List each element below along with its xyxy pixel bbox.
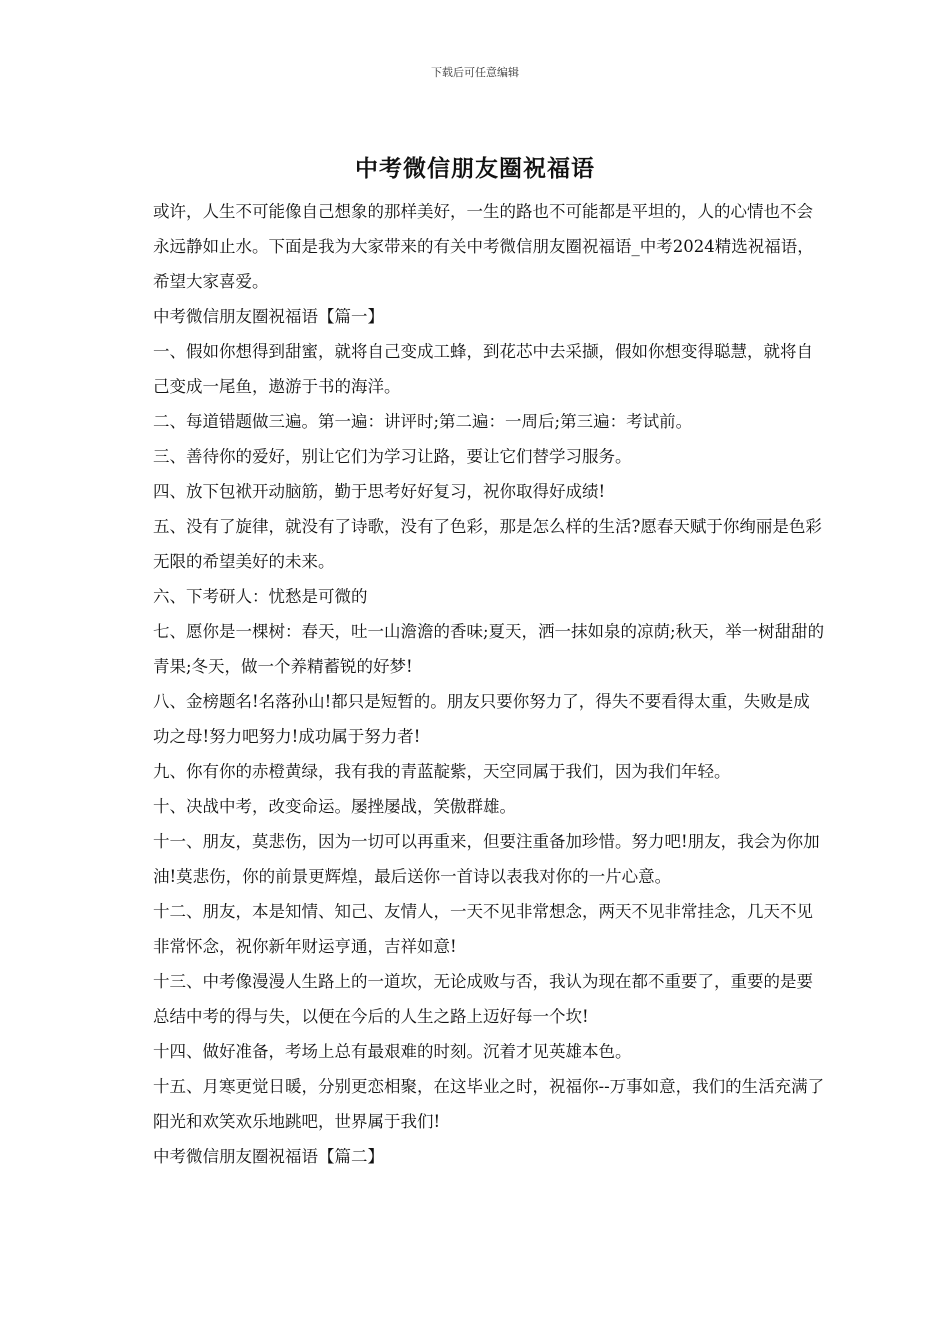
list-item: 十、决战中考，改变命运。屡挫屡战，笑傲群雄。	[153, 797, 516, 816]
list-item: 七、愿你是一棵树：春天，吐一山澹澹的香味;夏天，洒一抹如泉的凉荫;秋天，举一树甜甜的青果;冬天，做一个养精蓄锐的好梦!	[153, 622, 825, 676]
list-item: 十三、中考像漫漫人生路上的一道坎，无论成败与否，我认为现在都不重要了，重要的是要总结中考的得与失，以便在今后的人生之路上迈好每一个坎!	[153, 972, 813, 1026]
header-note: 下载后可任意编辑	[431, 66, 519, 79]
document-title: 中考微信朋友圈祝福语	[355, 155, 595, 182]
list-item: 五、没有了旋律，就没有了诗歌，没有了色彩，那是怎么样的生活?愿春天赋于你绚丽是色彩无限的希望美好的未来。	[153, 517, 822, 571]
section-heading-1: 中考微信朋友圈祝福语【篇一】	[153, 307, 384, 326]
list-item: 二、每道错题做三遍。第一遍：讲评时;第二遍：一周后;第三遍：考试前。	[153, 412, 693, 431]
section-heading-2: 中考微信朋友圈祝福语【篇二】	[153, 1147, 384, 1166]
document-body	[145, 194, 825, 1174]
list-item: 十四、做好准备，考场上总有最艰难的时刻。沉着才见英雄本色。	[153, 1042, 632, 1061]
intro-paragraph: 或许，人生不可能像自己想象的那样美好，一生的路也不可能都是平坦的，人的心情也不会永远静如止水。下面是我为大家带来的有关中考微信朋友圈祝福语_中考2024精选祝福语，希望大家喜爱。	[153, 202, 814, 291]
list-item: 十一、朋友，莫悲伤，因为一切可以再重来，但要注重备加珍惜。努力吧!朋友，我会为你加油!莫悲伤，你的前景更辉煌，最后送你一首诗以表我对你的一片心意。	[153, 832, 820, 886]
list-item: 十五、月寒更觉日暖，分别更恋相聚，在这毕业之时，祝福你--万事如意，我们的生活充满了阳光和欢笑欢乐地跳吧，世界属于我们!	[153, 1077, 825, 1131]
list-item: 九、你有你的赤橙黄绿，我有我的青蓝靛紫，天空同属于我们，因为我们年轻。	[153, 762, 731, 781]
list-item: 六、下考研人：忧愁是可微的	[153, 587, 368, 606]
list-item: 八、金榜题名!名落孙山!都只是短暂的。朋友只要你努力了，得失不要看得太重，失败是成功之母!努力吧努力!成功属于努力者!	[153, 692, 810, 746]
list-item: 一、假如你想得到甜蜜，就将自己变成工蜂，到花芯中去采撷，假如你想变得聪慧，就将自己变成一尾鱼，遨游于书的海洋。	[153, 342, 813, 396]
list-item: 三、善待你的爱好，别让它们为学习让路，要让它们替学习服务。	[153, 447, 632, 466]
list-item: 四、放下包袱开动脑筋，勤于思考好好复习，祝你取得好成绩!	[153, 482, 606, 501]
list-item: 十二、朋友，本是知情、知己、友情人，一天不见非常想念，两天不见非常挂念，几天不见非常怀念，祝你新年财运亨通，吉祥如意!	[153, 902, 813, 956]
